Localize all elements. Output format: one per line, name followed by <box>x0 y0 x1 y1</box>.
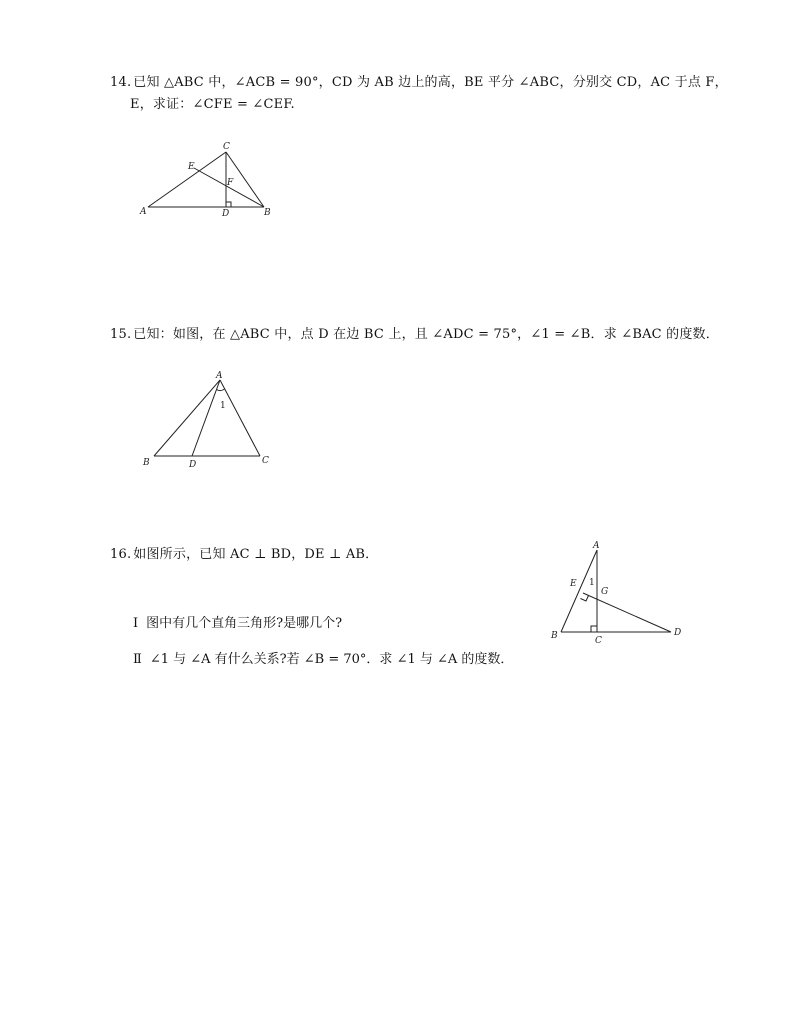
label-d: D <box>674 628 682 638</box>
label-c: C <box>595 636 602 646</box>
part-marker: Ⅱ <box>133 652 142 667</box>
part-text: 图中有几个直角三角形?是哪几个? <box>146 616 343 631</box>
right-angle-mark-e <box>581 596 589 602</box>
label-g: G <box>601 587 609 597</box>
question-16-part-2 <box>133 650 513 670</box>
label-e: E <box>188 162 195 172</box>
figure-q16 <box>545 538 695 648</box>
question-text-line1: 已知 △ABC 中，∠ACB = 90°，CD 为 AB 边上的高，BE 平分 ∠ABC，分别交 CD，AC 于点 F， <box>133 75 728 90</box>
segment-ab <box>561 550 597 632</box>
segment-ab <box>154 380 220 456</box>
question-text-line1: 如图所示，已知 AC ⊥ BD，DE ⊥ AB． <box>133 547 379 562</box>
question-number: 14. <box>110 75 132 90</box>
label-c: C <box>262 456 269 466</box>
label-a: A <box>140 207 147 217</box>
question-15 <box>110 324 719 346</box>
right-angle-mark-c <box>591 626 597 632</box>
question-text-line1: 已知：如图，在 △ABC 中，点 D 在边 BC 上，且 ∠ADC = 75°，∠1 = ∠B．求 ∠BAC 的度数． <box>133 327 719 342</box>
angle-1-arc <box>217 389 225 391</box>
part-text: ∠1 与 ∠A 有什么关系?若 ∠B = 70°．求 ∠1 与 ∠A 的度数． <box>149 652 514 667</box>
question-number: 15. <box>110 327 132 342</box>
label-a: A <box>216 371 223 381</box>
figure-q14 <box>140 140 280 220</box>
label-d: D <box>222 209 230 219</box>
label-b: B <box>551 631 558 641</box>
label-a: A <box>593 541 600 551</box>
label-angle-1: 1 <box>220 401 226 411</box>
label-b: B <box>264 208 271 218</box>
label-d: D <box>189 460 197 470</box>
question-text-line2: E，求证：∠CFE = ∠CEF. <box>130 97 295 112</box>
segment-ad <box>192 380 220 456</box>
label-c: C <box>223 142 230 152</box>
right-angle-mark <box>226 202 231 207</box>
segment-ac <box>220 380 260 456</box>
label-f: F <box>227 178 234 188</box>
question-number: 16. <box>110 547 132 562</box>
label-angle-1: 1 <box>589 578 595 588</box>
question-14 <box>110 72 728 116</box>
figure-q15 <box>140 368 280 472</box>
label-b: B <box>143 458 150 468</box>
question-16 <box>110 544 378 566</box>
part-marker: Ⅰ <box>133 616 139 631</box>
question-16-part-1 <box>133 614 342 634</box>
label-e: E <box>570 579 577 589</box>
